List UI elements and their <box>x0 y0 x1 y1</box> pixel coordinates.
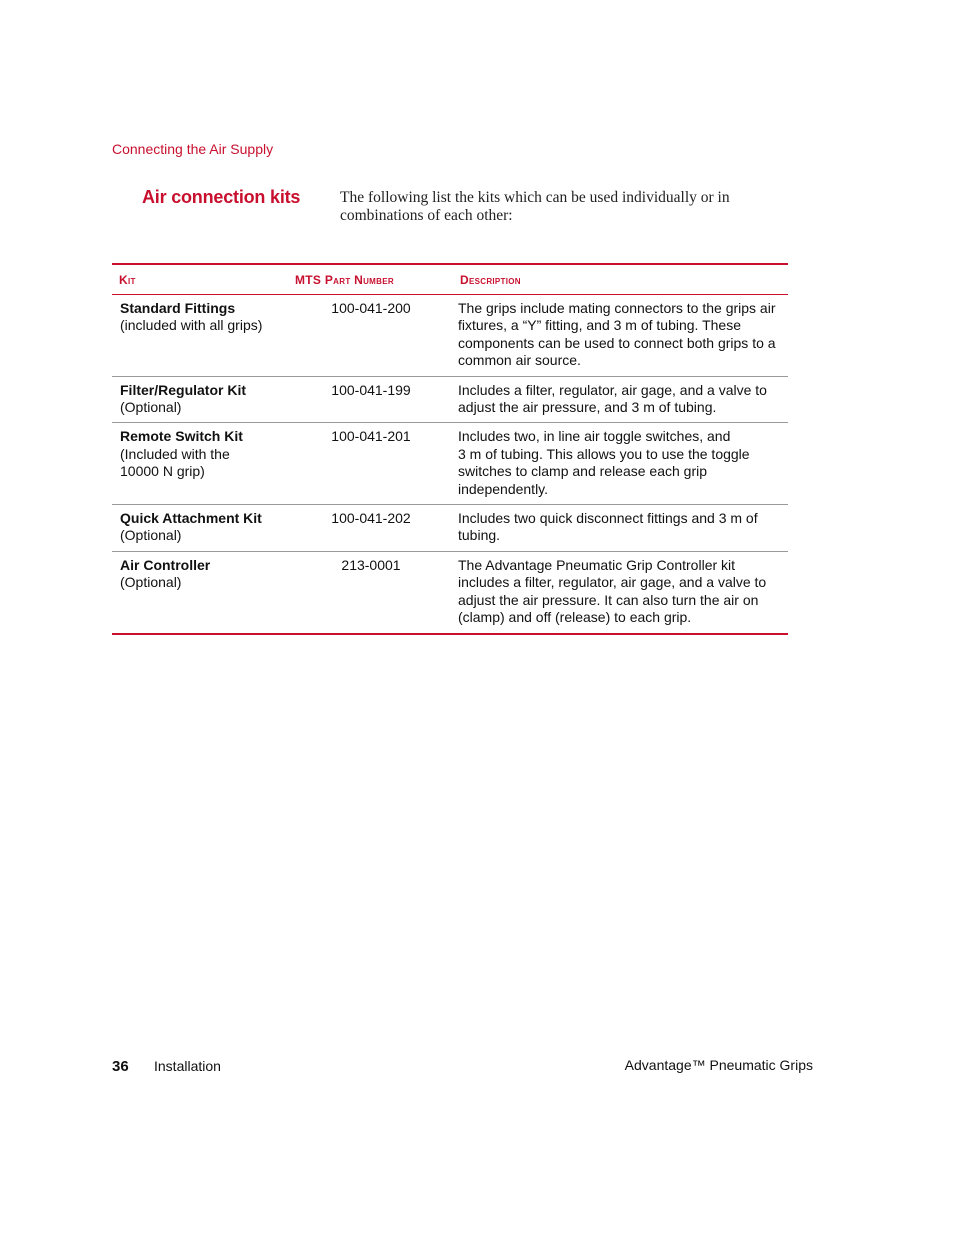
description-line: The grips include mating connectors to the grips air <box>458 300 776 316</box>
table-row <box>112 295 788 377</box>
page-number: 36 <box>112 1058 129 1075</box>
page-footer <box>0 1057 954 1077</box>
running-head: Connecting the Air Supply <box>112 141 274 157</box>
part-number-cell: 100-041-199 <box>331 381 411 398</box>
kit-cell <box>112 300 290 370</box>
header-part-number: MTS Part Number <box>295 272 394 287</box>
description-line: adjust the air pressure. It can also turn the air on <box>458 591 759 608</box>
description-line: Includes two, in line air toggle switches, and <box>458 428 731 445</box>
kit-name: Standard Fittings <box>120 300 236 316</box>
kit-name: Quick Attachment Kit <box>120 510 262 527</box>
header-kit: Kit <box>119 272 136 287</box>
kit-note: (included with all grips) <box>120 317 263 334</box>
description-line: common air source. <box>458 352 581 369</box>
description-line: 3 m of tubing. This allows you to use the toggle <box>458 445 750 462</box>
description-line: adjust the air pressure, and 3 m of tubing. <box>458 399 717 416</box>
kit-name: Air Controller <box>120 556 211 573</box>
header-description: Description <box>460 272 521 287</box>
kit-cell <box>112 428 290 498</box>
intro-line: combinations of each other: <box>340 207 513 224</box>
product-name: Advantage™ Pneumatic Grips <box>624 1057 813 1073</box>
table-row <box>112 377 788 424</box>
table-row <box>112 552 788 633</box>
kit-name: Filter/Regulator Kit <box>120 381 247 398</box>
description-line: fixtures, a “Y” fitting, and 3 m of tubing. These <box>458 317 741 334</box>
part-number-cell: 100-041-200 <box>331 300 411 316</box>
kit-note: (Optional) <box>120 399 182 416</box>
description-line: tubing. <box>458 527 501 544</box>
table-row <box>112 423 788 505</box>
description-line: components can be used to connect both grips to a <box>458 334 776 351</box>
description-cell <box>452 428 788 498</box>
description-cell <box>452 557 788 627</box>
description-line: Includes a filter, regulator, air gage, and a valve to <box>458 381 767 398</box>
kit-note: (Optional) <box>120 574 182 591</box>
kit-cell <box>112 557 290 627</box>
description-cell <box>452 300 788 370</box>
description-line: switches to clamp and release each grip <box>458 463 708 480</box>
section-intro <box>340 189 760 225</box>
description-cell <box>452 382 788 417</box>
part-number-cell: 100-041-201 <box>331 428 411 445</box>
part-number-cell: 100-041-202 <box>331 510 411 527</box>
description-line: includes a filter, regulator, air gage, and a valve to <box>458 574 767 591</box>
kit-note: 10000 N grip) <box>120 463 205 480</box>
kit-cell <box>112 510 290 545</box>
kit-cell <box>112 382 290 417</box>
part-number-cell: 213-0001 <box>341 556 401 573</box>
chapter-name: Installation <box>154 1058 221 1074</box>
description-line: (clamp) and off (release) to each grip. <box>458 609 692 626</box>
section-title: Air connection kits <box>142 187 301 207</box>
description-line: The Advantage Pneumatic Grip Controller kit <box>458 556 736 573</box>
description-line: independently. <box>458 480 549 497</box>
intro-line: The following list the kits which can be used individually or in <box>340 189 730 206</box>
kit-note: (Optional) <box>120 527 182 544</box>
description-cell <box>452 510 788 545</box>
kits-table <box>112 263 788 635</box>
kit-note: (Included with the <box>120 445 230 462</box>
description-line: Includes two quick disconnect fittings and 3 m of <box>458 510 758 527</box>
kit-name: Remote Switch Kit <box>120 428 243 445</box>
table-row <box>112 505 788 552</box>
table-header <box>112 265 788 295</box>
